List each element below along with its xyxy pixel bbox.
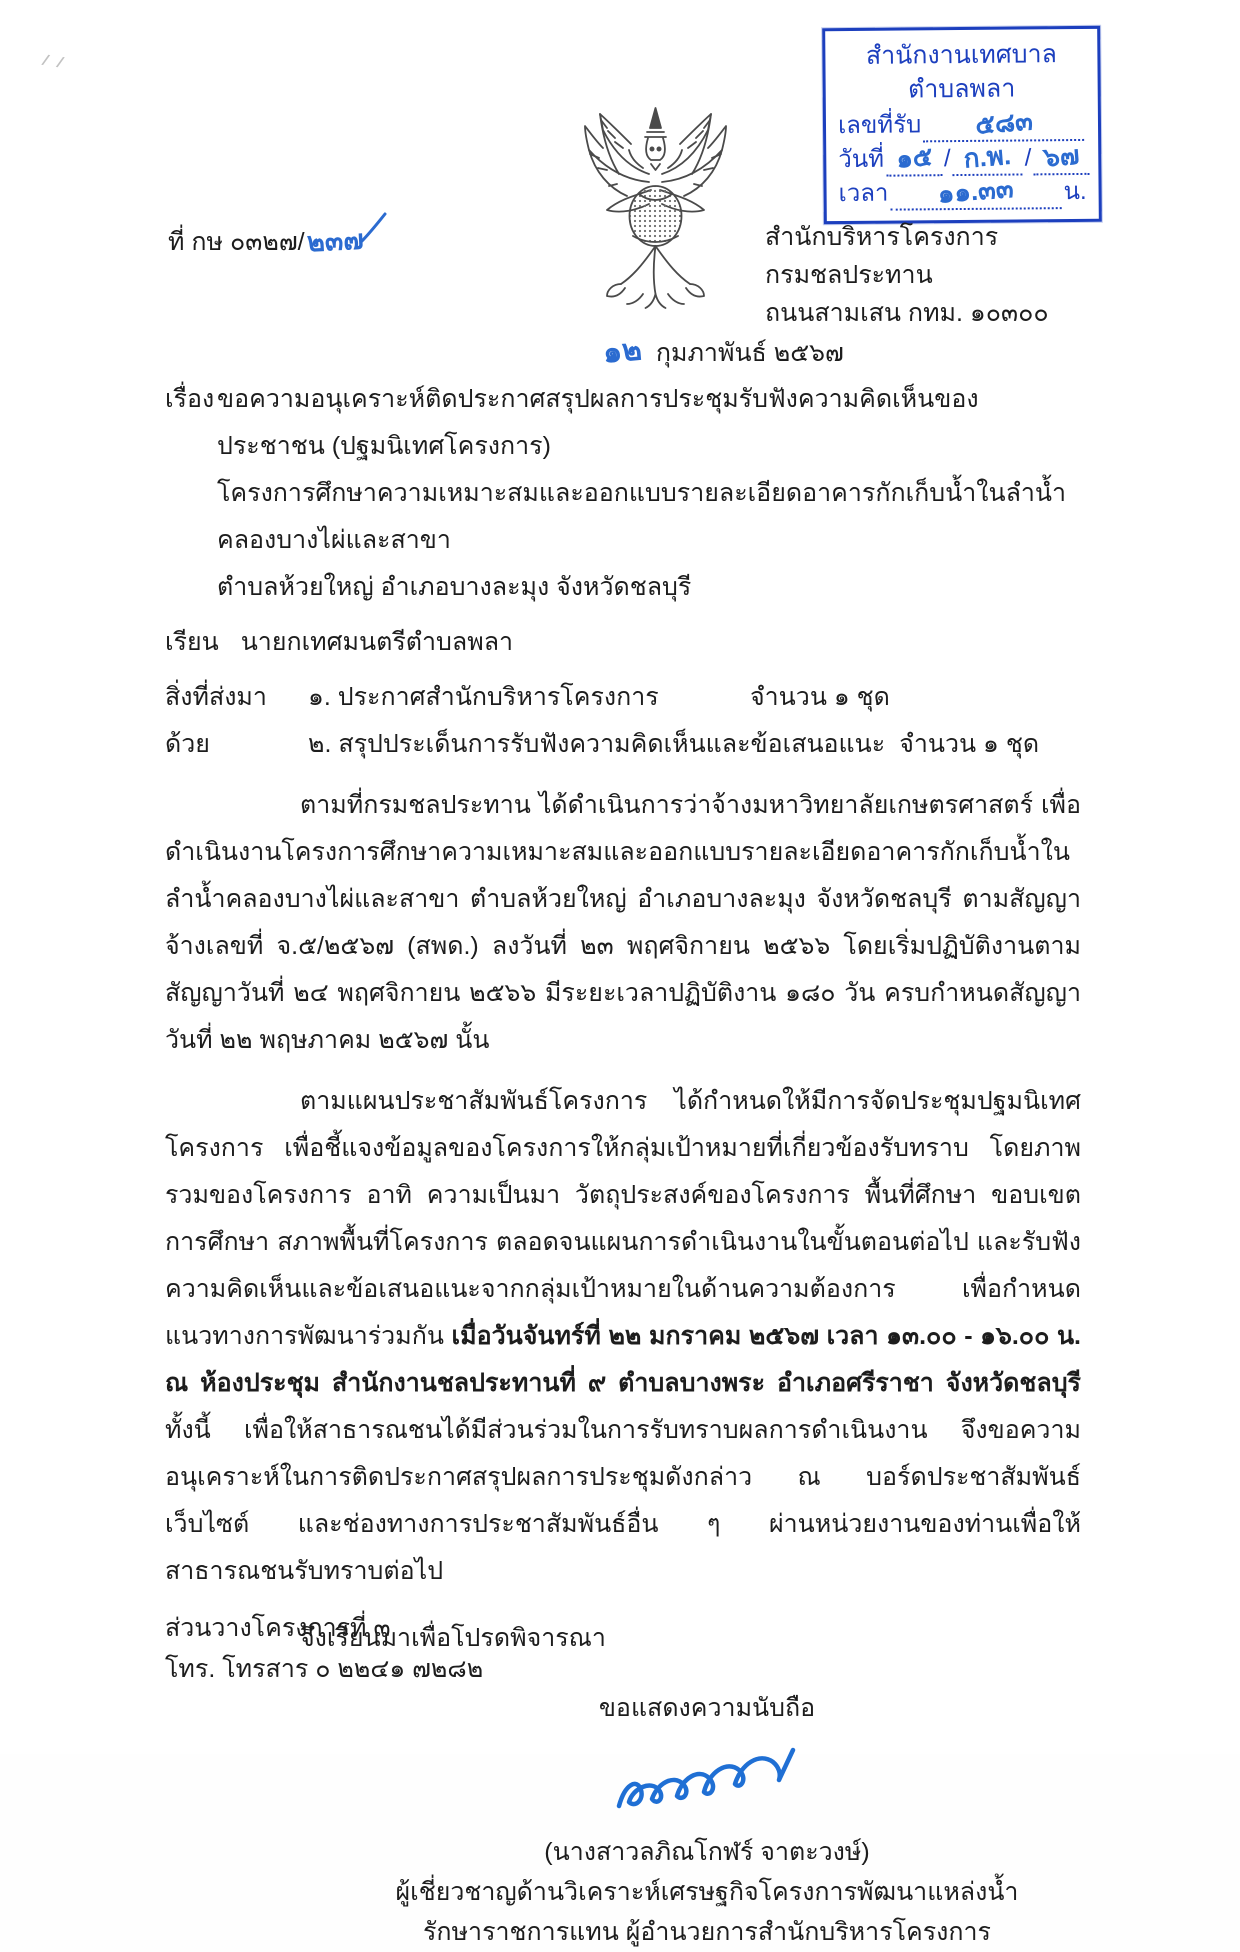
signer-title-2: รักษาราชการแทน ผู้อำนวยการสำนักบริหารโครงการ bbox=[423, 1918, 991, 1946]
stamp-office-name: สำนักงานเทศบาลตำบลพลา bbox=[865, 40, 1057, 104]
stamp-date-label: วันที่ bbox=[838, 145, 885, 174]
subject-label: เรื่อง bbox=[165, 385, 215, 413]
subject-block bbox=[165, 376, 1081, 611]
letter-date bbox=[603, 328, 844, 375]
signature-icon bbox=[607, 1744, 807, 1830]
stamp-receipt-no-row bbox=[838, 107, 1086, 143]
to-block bbox=[165, 619, 1081, 666]
enclosure-label: สิ่งที่ส่งมาด้วย bbox=[165, 683, 267, 758]
signature-block bbox=[387, 1688, 1027, 1952]
stamp-time-value: ๑๑.๓๓ bbox=[937, 172, 1015, 209]
letter-date-printed: กุมภาพันธ์ ๒๕๖๗ bbox=[655, 339, 844, 367]
enclosure-item bbox=[308, 674, 1081, 721]
salutation: ขอแสดงความนับถือ bbox=[598, 1694, 816, 1722]
footer-phone: โทร. โทรสาร ๐ ๒๒๔๑ ๗๒๘๒ bbox=[165, 1655, 484, 1683]
stamp-receipt-no-field bbox=[923, 105, 1084, 142]
garuda-emblem-icon bbox=[573, 104, 738, 309]
letter-ref bbox=[168, 212, 387, 262]
signer-title-1: ผู้เชี่ยวชาญด้านวิเคราะห์เศรษฐกิจโครงการพัฒนาแหล่งน้ำ bbox=[395, 1878, 1019, 1906]
paragraph-2-normal: ตามแผนประชาสัมพันธ์โครงการ ได้กำหนดให้มีการจัดประชุมปฐมนิเทศโครงการ เพื่อชี้แจงข้อมูลของโครงการให้กลุ่มเป้าหมายที่เกี่ยวข้องรับทราบ โดยภาพรวมของโครงการ อาทิ ความเป็นมา วัตถุประสงค์ของโครงการ พื้นที่ศึกษา ขอบเขตการศึกษา สภาพพื้นที่โครงการ ตลอดจนแผนการดำเนินงานในขั้นตอนต่อไป และรับฟังความคิดเห็นและข้อเสนอแนะจากกลุ่มเป้าหมายในด้านความต้องการ เพื่อกำหนดแนวทางการพัฒนาร่วมกัน bbox=[165, 1087, 1081, 1350]
sender-address-block bbox=[765, 218, 1049, 332]
signer-name: (นางสาวลภิณโกฬร์ จาตะวงษ์) bbox=[544, 1838, 870, 1866]
paragraph-2-normal: ทั้งนี้ เพื่อให้สาธารณชนได้มีส่วนร่วมในการรับทราบผลการดำเนินงาน จึงขอความอนุเคราะห์ในการติดประกาศสรุปผลการประชุมดังกล่าว ณ บอร์ดประชาสัมพันธ์ เว็บไซต์ และช่องทางการประชาสัมพันธ์อื่น ๆ ผ่านหน่วยงานของท่านเพื่อให้สาธารณชนรับทราบต่อไป bbox=[165, 1416, 1081, 1585]
stamp-time-label: เวลา bbox=[838, 179, 889, 208]
stamp-receipt-no-label: เลขที่รับ bbox=[837, 111, 922, 140]
subject-text bbox=[217, 376, 1081, 611]
closing-request: จึงเรียนมาเพื่อโปรดพิจารณา bbox=[300, 1624, 606, 1652]
letter-body bbox=[165, 376, 1081, 1952]
stamp-date-year-value: ๖๗ bbox=[1042, 139, 1081, 173]
paragraph-2 bbox=[165, 1078, 1081, 1595]
enclosure-qty: จำนวน ๑ ชุด bbox=[750, 683, 890, 711]
subject-line: ขอความอนุเคราะห์ติดประกาศสรุปผลการประชุมรับฟังความคิดเห็นของประชาชน (ปฐมนิเทศโครงการ) bbox=[217, 385, 979, 460]
stamp-date-row bbox=[838, 141, 1086, 177]
stamp-time-unit: น. bbox=[1063, 177, 1087, 206]
enclosure-text: ๒. สรุปประเด็นการรับฟังความคิดเห็นและข้อเสนอแนะ bbox=[308, 730, 886, 758]
sender-department: กรมชลประทาน bbox=[765, 261, 933, 289]
stamp-date-day-field bbox=[886, 141, 942, 176]
enclosure-text: ๑. ประกาศสำนักบริหารโครงการ bbox=[308, 683, 659, 711]
stamp-slash1: / bbox=[943, 145, 951, 173]
stamp-slash2: / bbox=[1024, 144, 1032, 172]
stamp-date-month-field bbox=[953, 139, 1023, 176]
enclosure-items bbox=[308, 674, 1081, 768]
sender-office: สำนักบริหารโครงการ bbox=[765, 223, 999, 251]
stamp-date-year-field bbox=[1033, 139, 1089, 175]
subject-line: โครงการศึกษาความเหมาะสมและออกแบบรายละเอียดอาคารกักเก็บน้ำในลำน้ำคลองบางไผ่และสาขา bbox=[217, 479, 1067, 554]
stamp-receipt-no-value: ๕๘๓ bbox=[973, 105, 1034, 140]
receipt-stamp bbox=[822, 26, 1102, 224]
paragraph-2-bold-meeting-info: เมื่อวันจันทร์ที่ ๒๒ มกราคม ๒๕๖๗ เวลา ๑๓.๐๐ - ๑๖.๐๐ น. ณ ห้องประชุม สำนักงานชลประทานที่ ๙ ตำบลบางพระ อำเภอศรีราชา จังหวัดชลบุรี bbox=[165, 1322, 1081, 1397]
letter-date-day-handwritten: ๑๒ bbox=[601, 333, 644, 370]
enclosure-qty: จำนวน ๑ ชุด bbox=[899, 730, 1040, 758]
to-recipient: นายกเทศมนตรีตำบลพลา bbox=[240, 628, 514, 656]
letter-ref-label: ที่ กษ ๐๓๒๗/ bbox=[168, 228, 305, 256]
enclosure-block bbox=[165, 674, 1081, 768]
stamp-time-field bbox=[890, 172, 1061, 210]
footer-division: ส่วนวางโครงการที่ ๓ bbox=[165, 1614, 391, 1642]
garuda-emblem bbox=[573, 104, 738, 314]
subject-line: ตำบลห้วยใหญ่ อำเภอบางละมุง จังหวัดชลบุรี bbox=[217, 573, 692, 601]
enclosure-item bbox=[308, 721, 1081, 768]
stamp-time-row bbox=[838, 172, 1087, 211]
pencil-mark bbox=[41, 55, 64, 67]
to-label: เรียน bbox=[165, 628, 219, 656]
stamp-date-month-value: ก.พ. bbox=[962, 139, 1013, 174]
footer-contact bbox=[165, 1608, 483, 1690]
sender-street: ถนนสามเสน กทม. ๑๐๓๐๐ bbox=[765, 299, 1049, 327]
letter-ref-handwritten: ๒๓๗ bbox=[305, 224, 364, 258]
paragraph-1: ตามที่กรมชลประทาน ได้ดำเนินการว่าจ้างมหาวิทยาลัยเกษตรศาสตร์ เพื่อดำเนินงานโครงการศึกษาความเหมาะสมและออกแบบรายละเอียดอาคารกักเก็บน้ำในลำน้ำคลองบางไผ่และสาขา ตำบลห้วยใหญ่ อำเภอบางละมุง จังหวัดชลบุรี ตามสัญญาจ้างเลขที่ จ.๕/๒๕๖๗ (สพด.) ลงวันที่ ๒๓ พฤศจิกายน ๒๕๖๖ โดยเริ่มปฏิบัติงานตามสัญญาวันที่ ๒๔ พฤศจิกายน ๒๕๖๖ มีระยะเวลาปฏิบัติงาน ๑๘๐ วัน ครบกำหนดสัญญาวันที่ ๒๒ พฤษภาคม ๒๕๖๗ นั้น bbox=[165, 791, 1081, 1054]
stamp-date-day-value: ๑๕ bbox=[894, 141, 934, 174]
